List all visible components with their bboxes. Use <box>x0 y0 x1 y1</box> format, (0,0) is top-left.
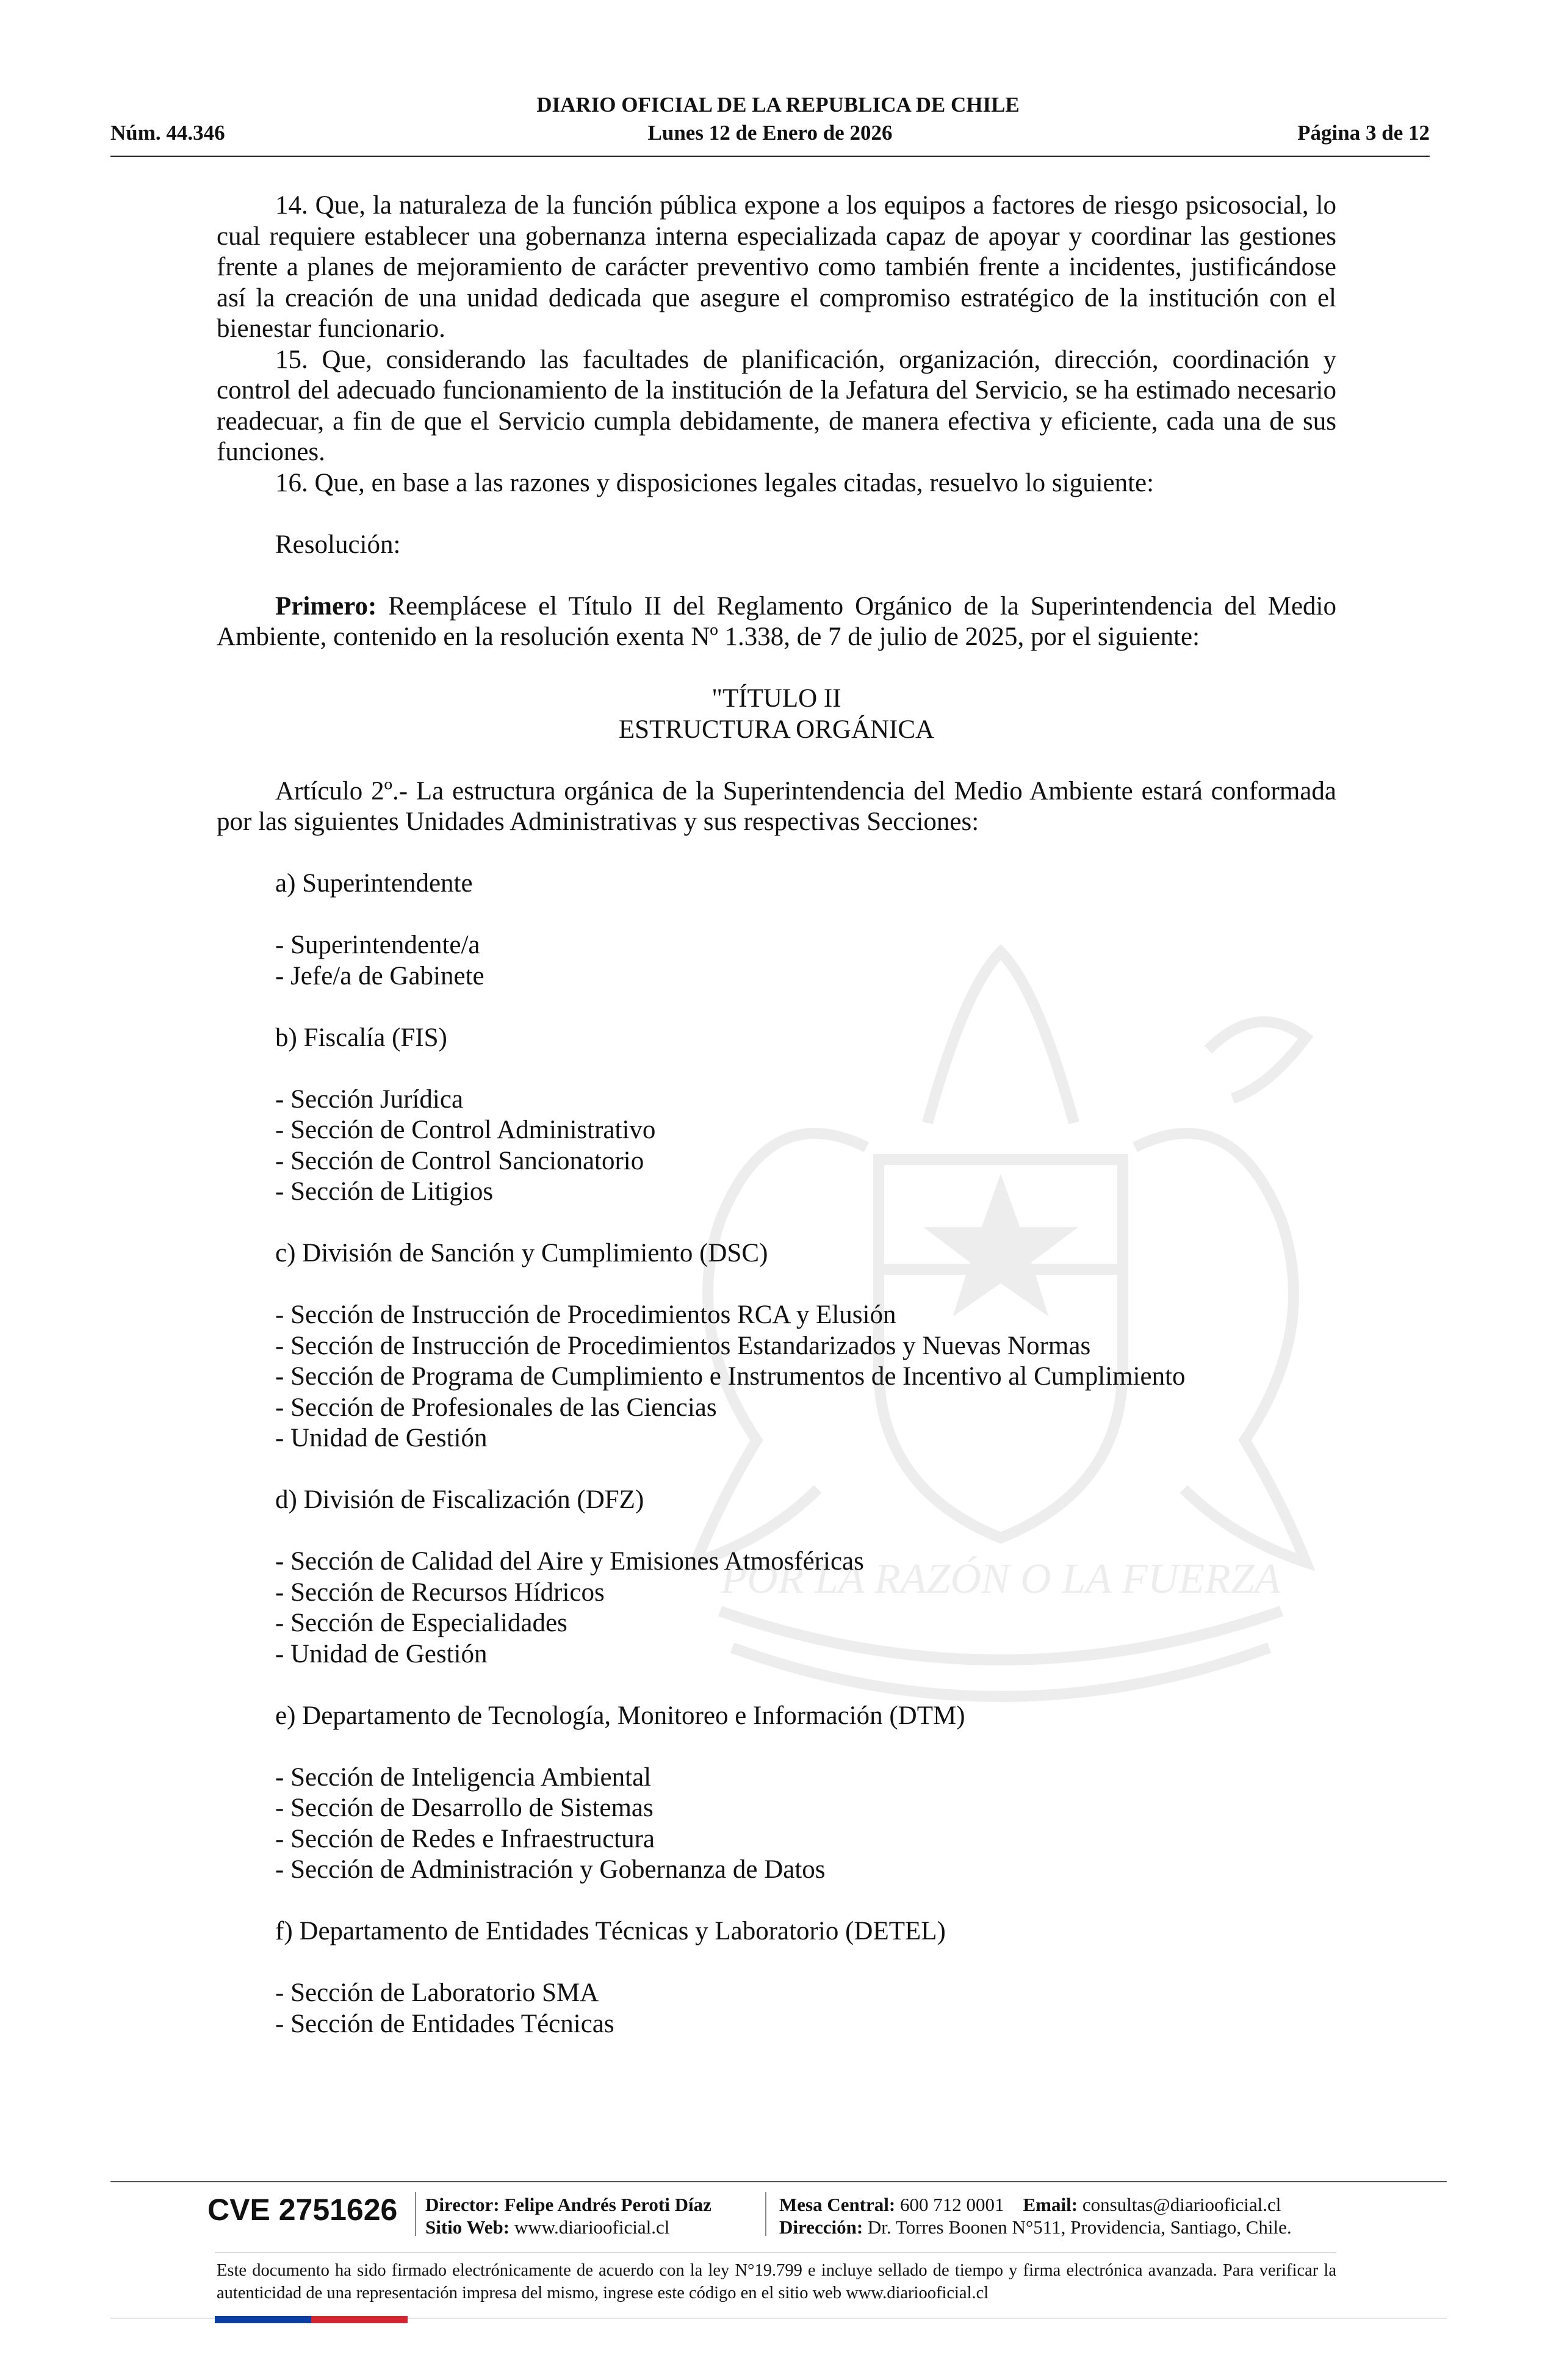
website-label: Sitio Web: <box>425 2216 510 2238</box>
issue-number: Núm. 44.346 <box>110 121 225 145</box>
section-item: - Sección de Redes e Infraestructura <box>275 1824 655 1853</box>
first-label: Primero: <box>275 591 377 621</box>
issue-date: Lunes 12 de Enero de 2026 <box>647 121 893 145</box>
director-label: Director: <box>425 2194 500 2215</box>
section-item: - Sección de Instrucción de Procedimientos RCA y Elusión <box>275 1300 896 1329</box>
phone-value: 600 712 0001 <box>900 2194 1004 2215</box>
section-item: - Sección de Especialidades <box>275 1609 567 1637</box>
title-heading: "TÍTULO II <box>711 684 841 713</box>
website-link[interactable]: www.diariooficial.cl <box>514 2216 670 2238</box>
flag-stripe-red <box>311 2316 408 2323</box>
email-link[interactable]: consultas@diariooficial.cl <box>1082 2194 1281 2215</box>
section-item: - Sección de Litigios <box>275 1177 494 1206</box>
first-text: Reemplácese el Título II del Reglamento Orgánico de la Superintendencia del Medio Ambiente, contenido en la resolución exenta Nº 1.338, de 7 de julio de 2025, por el siguiente: <box>217 591 1336 651</box>
section-item: - Jefe/a de Gabinete <box>275 961 484 990</box>
structure-heading: ESTRUCTURA ORGÁNICA <box>618 715 935 744</box>
section-item: - Sección de Recursos Hídricos <box>275 1578 605 1607</box>
document-body <box>217 190 1336 2039</box>
email-label: Email: <box>1023 2194 1078 2215</box>
paragraph-15: 15. Que, considerando las facultades de planificación, organización, dirección, coordinación y control del adecuado funcionamiento de la institución de la Jefatura del Servicio, se ha estimado necesario readecuar, a fin de que el Servicio cumpla debidamente, de manera efectiva y eficiente, cada una de sus funciones. <box>217 345 1336 466</box>
address-label: Dirección: <box>779 2216 863 2238</box>
section-item: - Sección de Laboratorio SMA <box>275 1978 599 2007</box>
section-item: - Superintendente/a <box>275 931 480 959</box>
director-name: Felipe Andrés Peroti Díaz <box>504 2194 711 2215</box>
section-item: - Sección de Calidad del Aire y Emisiones Atmosféricas <box>275 1547 864 1576</box>
watermark-motto: POR LA RAZÓN O LA FUERZA <box>721 1556 1281 1603</box>
header-divider <box>110 156 1430 157</box>
page-indicator: Página 3 de 12 <box>1297 121 1430 145</box>
paragraph-16: 16. Que, en base a las razones y disposiciones legales citadas, resuelvo lo siguiente: <box>275 468 1154 497</box>
footer-divider-top <box>110 2181 1447 2182</box>
section-item: - Sección de Desarrollo de Sistemas <box>275 1794 654 1822</box>
flag-stripe <box>215 2316 408 2323</box>
section-heading: a) Superintendente <box>275 869 473 898</box>
footer-contact-block <box>779 2193 1292 2238</box>
section-heading: f) Departamento de Entidades Técnicas y Laboratorio (DETEL) <box>275 1917 946 1945</box>
paragraph-14: 14. Que, la naturaleza de la función pública expone a los equipos a factores de riesgo psicosocial, lo cual requiere establecer una gobernanza interna especializada capaz de apoyar y coordinar las gestiones frente a planes de mejoramiento de carácter preventivo como también frente a incidentes, justificándose así la creación de una unidad dedicada que asegure el compromiso estratégico de la institución con el bienestar funcionario. <box>217 191 1336 343</box>
section-item: - Sección de Administración y Gobernanza de Datos <box>275 1855 826 1884</box>
section-item: - Sección de Entidades Técnicas <box>275 2009 614 2038</box>
sections-list <box>217 838 1336 2040</box>
section-heading: d) División de Fiscalización (DFZ) <box>275 1485 644 1514</box>
section-item: - Sección Jurídica <box>275 1084 464 1114</box>
footer-director-block <box>425 2193 711 2238</box>
section-heading: c) División de Sanción y Cumplimiento (DSC) <box>275 1239 768 1268</box>
section-item: - Sección de Control Sancionatorio <box>275 1146 644 1175</box>
section-item: - Sección de Inteligencia Ambiental <box>275 1762 652 1792</box>
section-heading: e) Departamento de Tecnología, Monitoreo e Información (DTM) <box>275 1701 965 1730</box>
section-item: - Sección de Programa de Cumplimiento e Instrumentos de Incentivo al Cumplimiento <box>275 1362 1186 1391</box>
article-2: Artículo 2º.- La estructura orgánica de la Superintendencia del Medio Ambiente estará conformada por las siguientes Unidades Administrativas y sus respectivas Secciones: <box>217 776 1336 836</box>
resolution-first <box>217 591 1336 653</box>
phone-label: Mesa Central: <box>779 2194 896 2215</box>
section-heading: b) Fiscalía (FIS) <box>275 1023 447 1052</box>
footer-separator <box>415 2192 416 2236</box>
flag-stripe-blue <box>215 2316 311 2323</box>
section-item: - Sección de Profesionales de las Ciencias <box>275 1393 717 1422</box>
footer-separator <box>765 2192 766 2236</box>
newspaper-title: DIARIO OFICIAL DE LA REPUBLICA DE CHILE <box>536 93 1020 117</box>
section-item: - Sección de Control Administrativo <box>275 1116 656 1144</box>
cve-code: CVE 2751626 <box>207 2193 398 2227</box>
section-item: - Unidad de Gestión <box>275 1639 488 1668</box>
section-item: - Unidad de Gestión <box>275 1424 488 1452</box>
resolution-heading: Resolución: <box>275 530 401 559</box>
header-row <box>110 121 1430 149</box>
section-item: - Sección de Instrucción de Procedimientos Estandarizados y Nuevas Normas <box>275 1331 1091 1360</box>
legal-notice: Este documento ha sido firmado electrónicamente de acuerdo con la ley N°19.799 e incluye sellado de tiempo y firma electrónica avanzada. Para verificar la autenticidad de una representación impresa del mismo, ingrese este código en el sitio web www.diariooficial.cl <box>217 2261 1336 2302</box>
address-value: Dr. Torres Boonen N°511, Providencia, Santiago, Chile. <box>867 2216 1292 2238</box>
